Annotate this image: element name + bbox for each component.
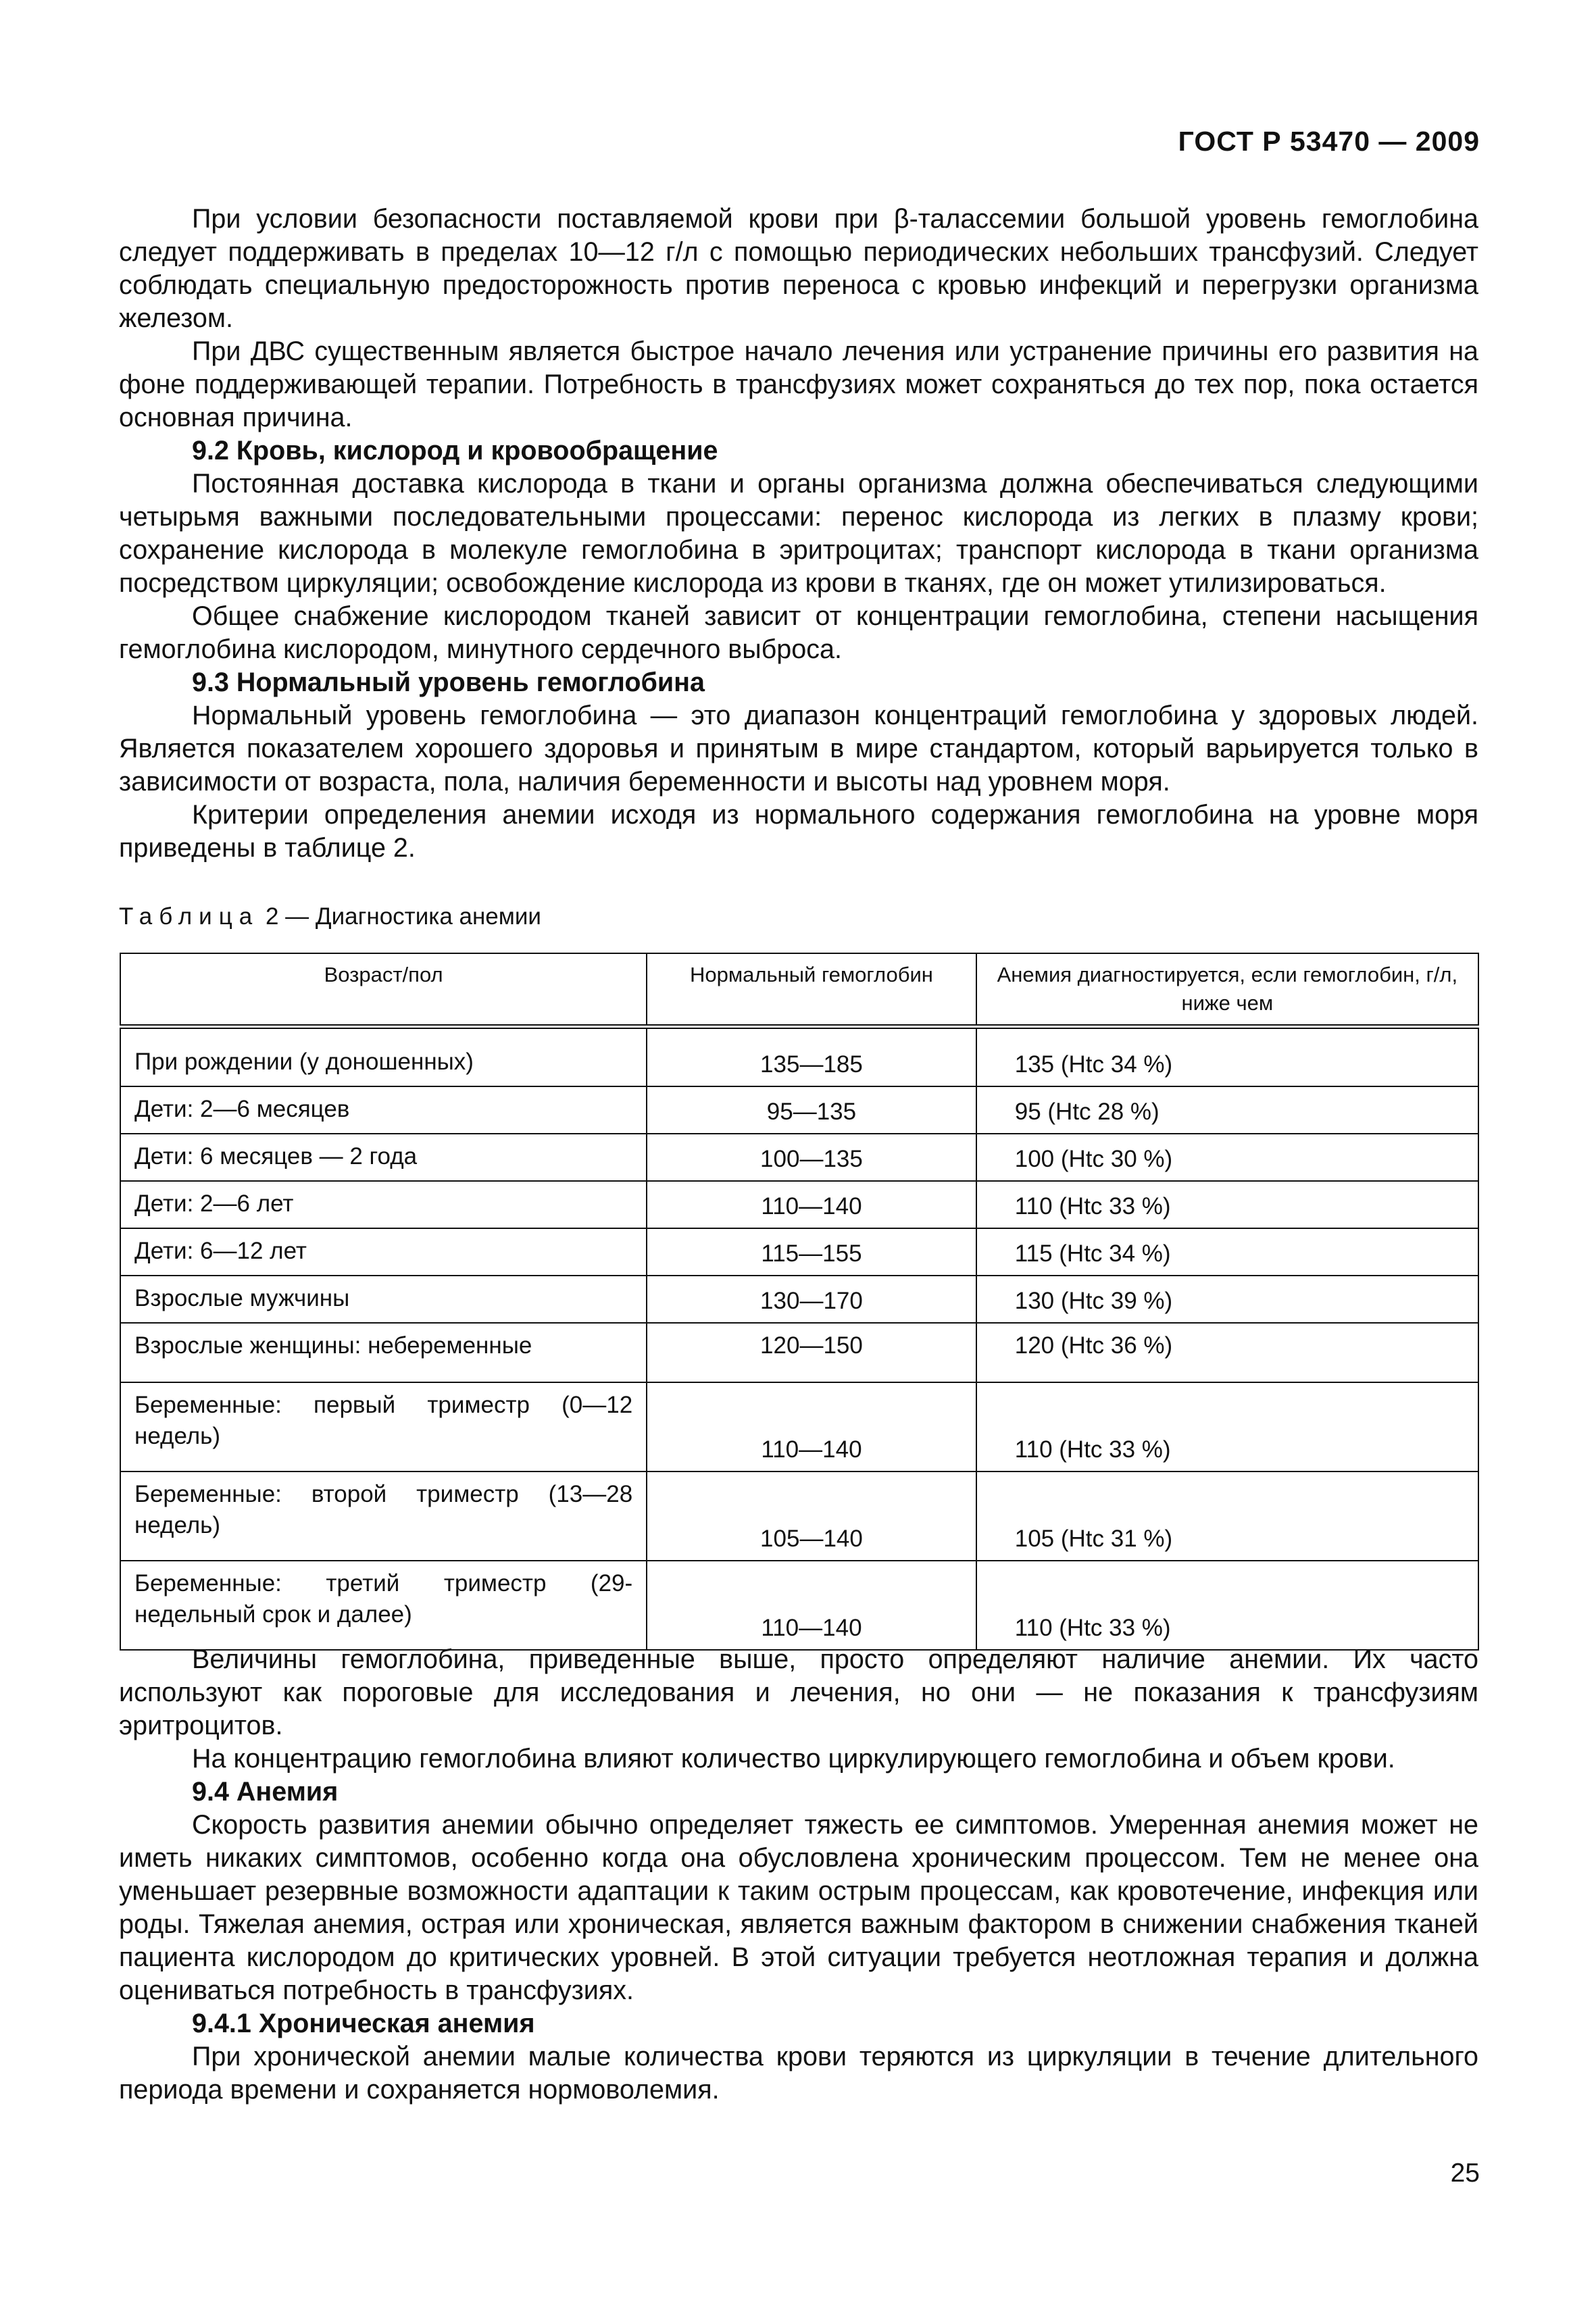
cell-threshold: 120 (Htc 36 %) xyxy=(976,1323,1478,1382)
table-row xyxy=(120,1228,1478,1276)
section-heading-9-3: 9.3 Нормальный уровень гемоглобина xyxy=(192,668,705,697)
paragraph: При ДВС существенным является быстрое начало лечения или устранение причины его развития на фоне поддерживающей терапии. Потребность в трансфузиях может сохраняться до тех пор, пока остается основная причина. xyxy=(119,336,1478,432)
paragraph: Постоянная доставка кислорода в ткани и органы организма должна обеспечиваться следующими четырьмя важными последовательными процессами: перенос кислорода из легких в плазму крови; сохранение кислорода в молекуле гемоглобина в эритроцитах; транспорт кислорода в ткани организма посредством циркуляции; освобождение кислорода из крови в тканях, где он может утилизироваться. xyxy=(119,469,1478,598)
table-row xyxy=(120,1181,1478,1228)
table-row xyxy=(120,1561,1478,1650)
cell-threshold: 135 (Htc 34 %) xyxy=(976,1027,1478,1087)
body-section-bottom xyxy=(119,1643,1478,2107)
cell-threshold: 115 (Htc 34 %) xyxy=(976,1228,1478,1276)
cell-normal-hb: 120—150 xyxy=(647,1323,976,1382)
cell-age-sex: При рождении (у доношенных) xyxy=(120,1027,647,1087)
cell-age-sex: Беременные: второй триместр (13—28 недель) xyxy=(120,1472,647,1561)
cell-threshold: 95 (Htc 28 %) xyxy=(976,1086,1478,1134)
cell-threshold: 100 (Htc 30 %) xyxy=(976,1134,1478,1181)
table-row xyxy=(120,1382,1478,1472)
body-section-top xyxy=(119,203,1478,865)
table-row xyxy=(120,1323,1478,1382)
cell-threshold: 130 (Htc 39 %) xyxy=(976,1276,1478,1323)
paragraph: При хронической анемии малые количества крови теряются из циркуляции в течение длительного периода времени и сохраняется нормоволемия. xyxy=(119,2042,1478,2105)
section-heading-9-4: 9.4 Анемия xyxy=(192,1777,339,1807)
paragraph: Скорость развития анемии обычно определяет тяжесть ее симптомов. Умеренная анемия может не иметь никаких симптомов, особенно когда она обусловлена хроническим процессом. Тем не менее она уменьшает резервные возможности адаптации к таким острым процессам, как кровотечение, инфекция или роды. Тяжелая анемия, острая или хроническая, является важным фактором в снижении снабжения тканей пациента кислородом до критических уровней. В этой ситуации требуется неотложная терапия и должна оцениваться потребность в трансфузиях. xyxy=(119,1810,1478,2005)
cell-normal-hb: 105—140 xyxy=(647,1472,976,1561)
section-heading-9-4-1: 9.4.1 Хроническая анемия xyxy=(192,2009,535,2038)
document-header: ГОСТ Р 53470 — 2009 xyxy=(1178,126,1480,157)
cell-age-sex: Взрослые мужчины xyxy=(120,1276,647,1323)
header-age-sex: Возраст/пол xyxy=(120,953,647,1027)
cell-age-sex: Дети: 6—12 лет xyxy=(120,1228,647,1276)
paragraph: Нормальный уровень гемоглобина — это диапазон концентраций гемоглобина у здоровых людей. Является показателем хорошего здоровья и принятым в мире стандартом, который варьируется только в зависимости от возраста, пола, наличия беременности и высоты над уровнем моря. xyxy=(119,701,1478,797)
cell-normal-hb: 110—140 xyxy=(647,1561,976,1650)
table-caption xyxy=(119,901,541,932)
cell-age-sex: Дети: 6 месяцев — 2 года xyxy=(120,1134,647,1181)
cell-age-sex: Дети: 2—6 лет xyxy=(120,1181,647,1228)
paragraph: Общее снабжение кислородом тканей зависит от концентрации гемоглобина, степени насыщения гемоглобина кислородом, минутного сердечного выброса. xyxy=(119,601,1478,664)
cell-age-sex: Беременные: третий триместр (29-недельный срок и далее) xyxy=(120,1561,647,1650)
cell-normal-hb: 130—170 xyxy=(647,1276,976,1323)
cell-age-sex: Беременные: первый триместр (0—12 недель) xyxy=(120,1382,647,1472)
section-heading-9-2: 9.2 Кровь, кислород и кровообращение xyxy=(192,436,718,466)
cell-normal-hb: 110—140 xyxy=(647,1382,976,1472)
cell-normal-hb: 135—185 xyxy=(647,1027,976,1087)
cell-threshold: 110 (Htc 33 %) xyxy=(976,1382,1478,1472)
table-caption-word: Таблица xyxy=(119,903,259,930)
cell-age-sex: Дети: 2—6 месяцев xyxy=(120,1086,647,1134)
table-header-row xyxy=(120,953,1478,1027)
cell-age-sex: Взрослые женщины: небеременные xyxy=(120,1323,647,1382)
table-row xyxy=(120,1472,1478,1561)
cell-threshold: 105 (Htc 31 %) xyxy=(976,1472,1478,1561)
header-anemia-threshold: Анемия диагностируется, если гемоглобин, г/л, ниже чем xyxy=(976,953,1478,1027)
cell-normal-hb: 115—155 xyxy=(647,1228,976,1276)
paragraph: На концентрацию гемоглобина влияют количество циркулирующего гемоглобина и объем крови. xyxy=(192,1744,1395,1774)
header-normal-hb: Нормальный гемоглобин xyxy=(647,953,976,1027)
table-row xyxy=(120,1086,1478,1134)
table-row xyxy=(120,1027,1478,1087)
page-number: 25 xyxy=(1450,2159,1480,2188)
table-caption-title: 2 — Диагностика анемии xyxy=(265,903,541,930)
paragraph: Критерии определения анемии исходя из нормального содержания гемоглобина на уровне моря приведены в таблице 2. xyxy=(119,800,1478,863)
table-row xyxy=(120,1134,1478,1181)
table-row xyxy=(120,1276,1478,1323)
cell-normal-hb: 100—135 xyxy=(647,1134,976,1181)
cell-normal-hb: 110—140 xyxy=(647,1181,976,1228)
cell-threshold: 110 (Htc 33 %) xyxy=(976,1561,1478,1650)
cell-threshold: 110 (Htc 33 %) xyxy=(976,1181,1478,1228)
paragraph: При условии безопасности поставляемой крови при β-талассемии большой уровень гемоглобина следует поддерживать в пределах 10—12 г/л с помощью периодических небольших трансфузий. Следует соблюдать специальную предосторожность против переноса с кровью инфекций и перегрузки организма железом. xyxy=(119,204,1478,333)
cell-normal-hb: 95—135 xyxy=(647,1086,976,1134)
anemia-diagnosis-table xyxy=(120,953,1479,1651)
paragraph: Величины гемоглобина, приведенные выше, просто определяют наличие анемии. Их часто используют как пороговые для исследования и лечения, но они — не показания к трансфузиям эритроцитов. xyxy=(119,1644,1478,1740)
